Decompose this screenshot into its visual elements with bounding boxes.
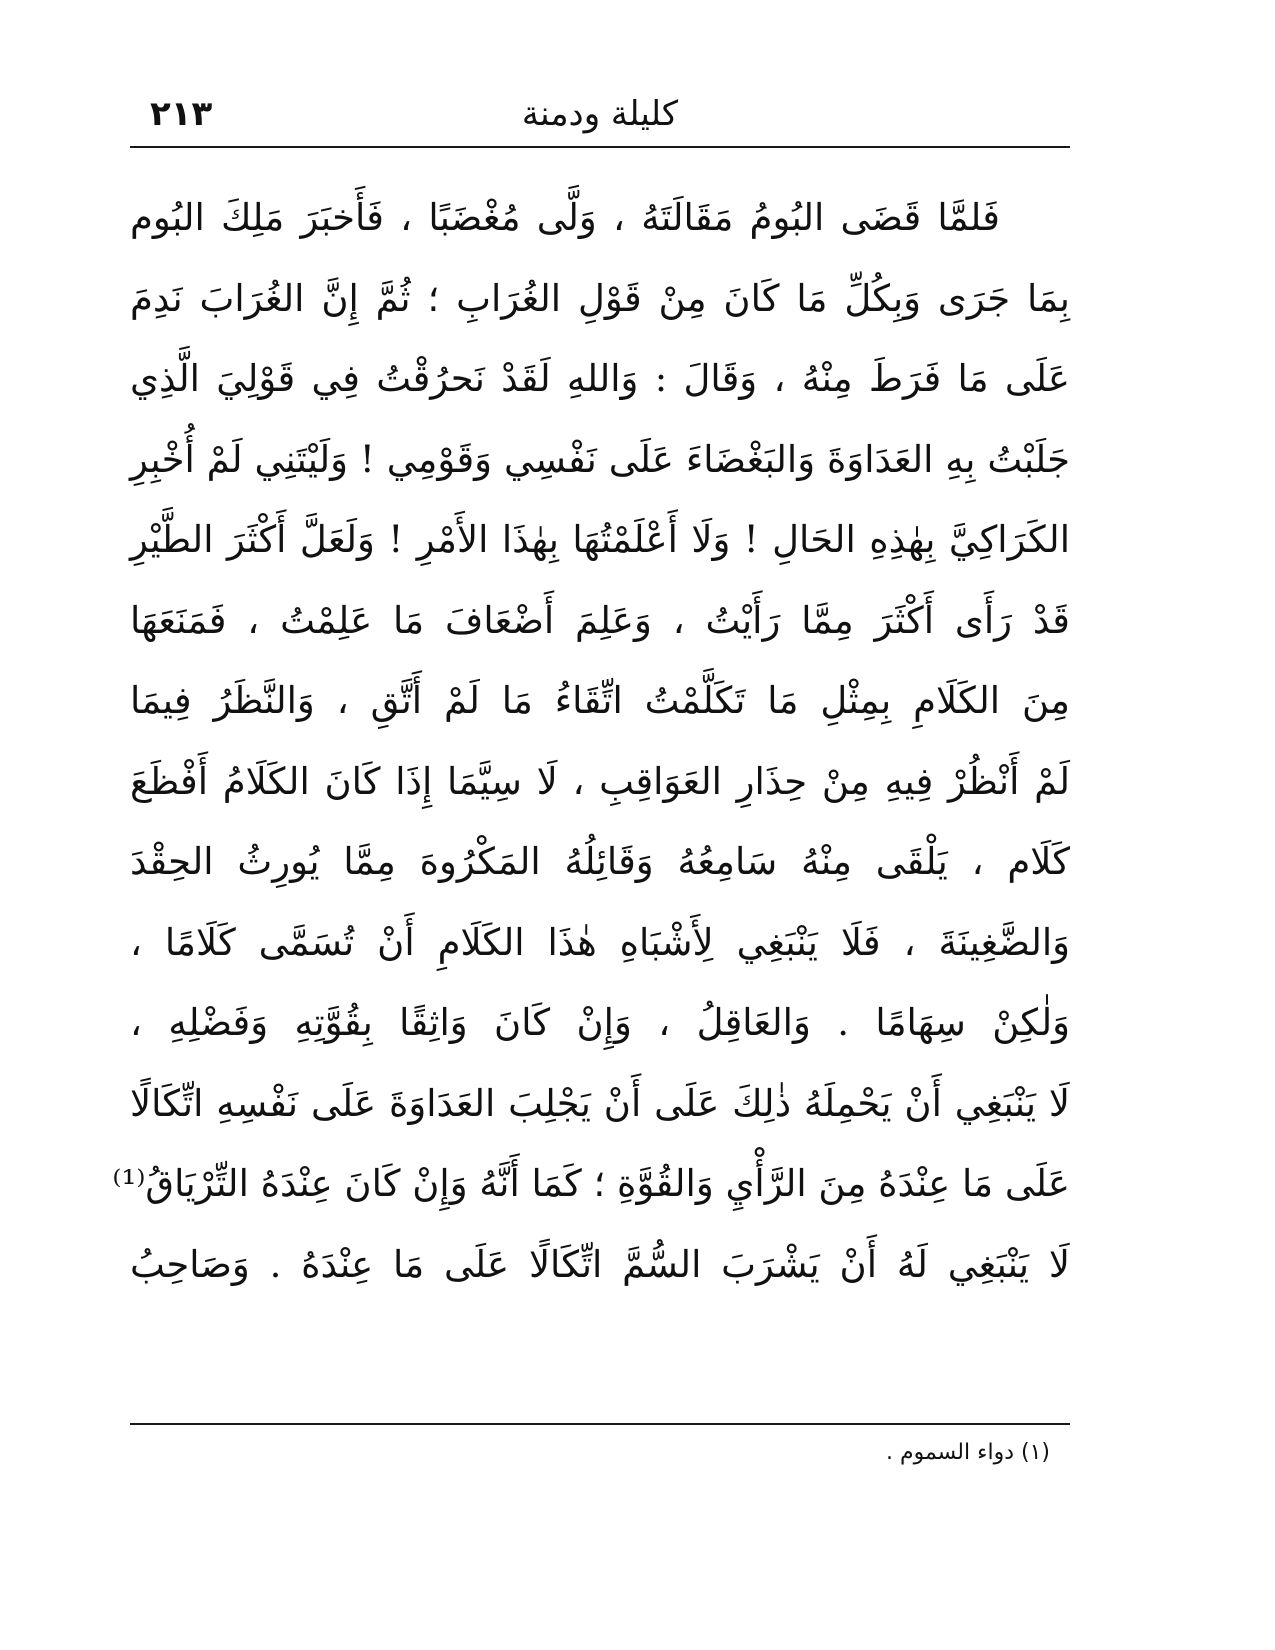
header-divider (130, 146, 1070, 148)
text-line: فَلمَّا قَضَى البُومُ مَقَالَتَهُ ، وَلَّى مُغْضَبًا ، فَأَخبَرَ مَلِكَ البُوم (130, 196, 1000, 239)
running-title: كليلة ودمنة (521, 94, 679, 134)
text-line: بِمَا جَرَى وَبِكُلِّ مَا كَانَ مِنْ قَوْلِ الغُرَابِ ؛ ثُمَّ إِنَّ الغُرَابَ نَدِمَ (130, 276, 1070, 320)
page-header (130, 92, 1070, 152)
text-line: لَا يَنْبَغِي أَنْ يَحْمِلَهُ ذٰلِكَ عَلَى أَنْ يَجْلِبَ العَدَاوَةَ عَلَى نَفْسِهِ اتِّكَالًا (130, 1081, 1070, 1125)
text-line: لَمْ أَنْظُرْ فِيهِ مِنْ حِذَارِ العَوَاقِبِ ، لَا سِيَّمَا إِذَا كَانَ الكَلَامُ أَفْظَعَ (130, 759, 1070, 803)
footnote: (١) دواء السموم . (885, 1440, 1050, 1465)
text-line: مِنَ الكَلَامِ بِمِثْلِ مَا تَكَلَّمْتُ اتِّقَاءُ مَا لَمْ أَتَّقِ ، وَالنَّظَرُ فِيمَا (130, 679, 1070, 722)
footnote-divider (130, 1423, 1070, 1425)
text-line: وَلٰكِنْ سِهَامًا . وَالعَاقِلُ ، وَإِنْ كَانَ وَاثِقًا بِقُوَّتِهِ وَفَضْلِهِ ، (130, 1001, 1070, 1044)
text-line: جَلَبْتُ بِهِ العَدَاوَةَ وَالبَغْضَاءَ عَلَى نَفْسِي وَقَوْمِي ! وَلَيْتَنِي لَمْ أُخْبِرِ (130, 437, 1070, 481)
text-line: عَلَى مَا فَرَطَ مِنْهُ ، وَقَالَ : وَاللهِ لَقَدْ نَحرُقْتُ فِي قَوْلِيَ الَّذِي (130, 357, 1070, 400)
text-line: الكَرَاكِيَّ بِهٰذِهِ الحَالِ ! وَلَا أَعْلَمْتُهَا بِهٰذَا الأَمْرِ ! وَلَعَلَّ أَكْثَرَ الطَّيْرِ (130, 518, 1070, 561)
text-line: قَدْ رَأَى أَكْثَرَ مِمَّا رَأَيْتُ ، وَعَلِمَ أَضْعَافَ مَا عَلِمْتُ ، فَمَنَعَهَا (130, 598, 1070, 642)
text-line: كَلَام ، يَلْقَى مِنْهُ سَامِعُهُ وَقَائِلُهُ المَكْرُوهَ مِمَّا يُورِثُ الحِقْدَ (130, 840, 1070, 883)
text-line: وَالضَّغِينَةَ ، فَلَا يَنْبَغِي لِأَشْبَاهِ هٰذَا الكَلَامِ أَنْ تُسَمَّى كَلَامًا ، (130, 920, 1070, 964)
page-number: ٢١٣ (150, 94, 213, 134)
body-text (112, 178, 1070, 1305)
text-line: لَا يَنْبَغِي لَهُ أَنْ يَشْرَبَ السُّمَّ اتِّكَالًا عَلَى مَا عِنْدَهُ . وَصَاحِبُ (130, 1242, 1070, 1286)
text-line: عَلَى مَا عِنْدَهُ مِنَ الرَّأْيِ وَالقُوَّةِ ؛ كَمَا أَنَّهُ وَإِنْ كَانَ عِنْدَهُ التِّرْيَاقُ⁽¹⁾ (112, 1162, 1070, 1205)
